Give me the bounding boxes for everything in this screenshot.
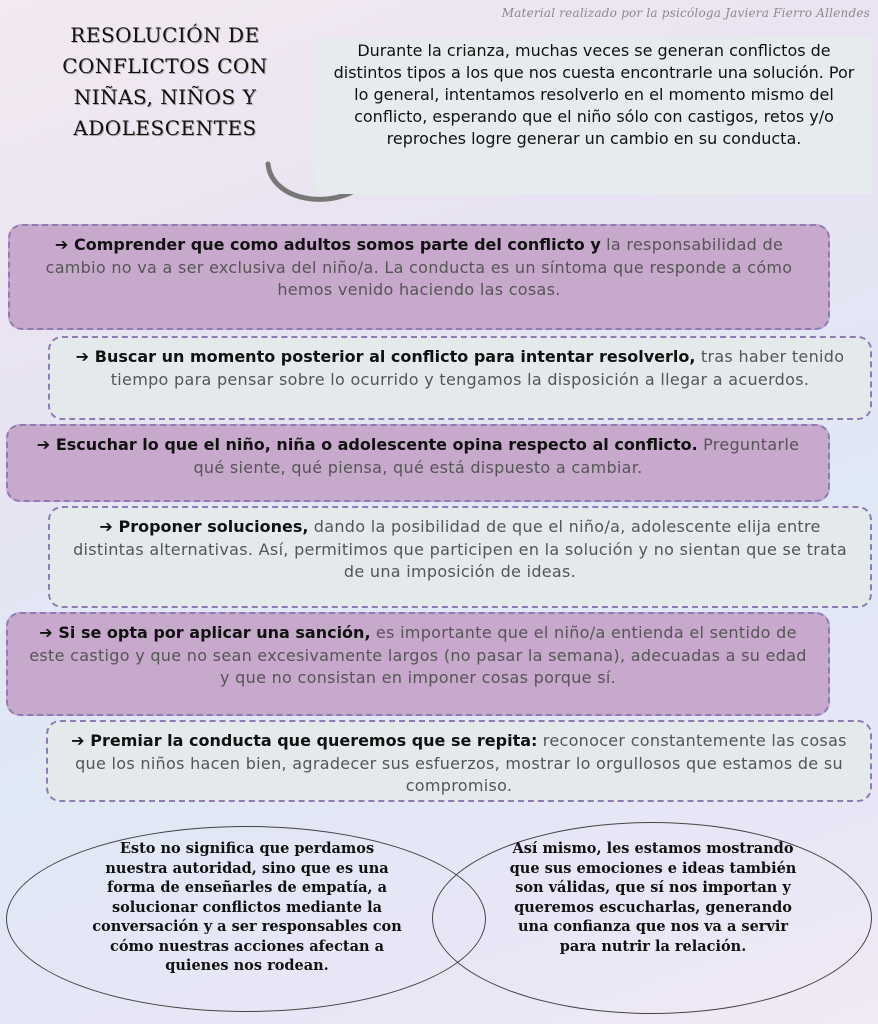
tip-5-text: es importante que el niño/a entienda el sentido de este castigo y que no sean excesivamente largos (no pasar la semana), adecuadas a su edad y que no consistan en imponer cosas porque sí. <box>29 623 807 687</box>
tip-3-bold: Escuchar lo que el niño, niña o adolescente opina respecto al conflicto. <box>55 435 698 454</box>
arrow-right-icon: ➔ <box>75 347 90 366</box>
tip-4-text: dando la posibilidad de que el niño/a, adolescente elija entre distintas alternativas. Así, permitimos que participen en la solución y no sientan que se trata de una imposición de ideas. <box>73 517 847 581</box>
tip-3-text: Preguntarle qué siente, qué piensa, qué está dispuesto a cambiar. <box>193 435 800 477</box>
tip-5 <box>6 612 830 716</box>
page-title: RESOLUCIÓN DE CONFLICTOS CON NIÑAS, NIÑOS Y ADOLESCENTES <box>62 23 268 140</box>
tip-2 <box>48 336 872 420</box>
intro-text: Durante la crianza, muchas veces se generan conflictos de distintos tipos a los que nos cuesta encontrarle una solución. Por lo general, intentamos resolverlo en el momento mismo del conflicto, esperando que el niño sólo con castigos, retos y/o reproches logre generar un cambio en su conducta. <box>316 38 872 194</box>
ellipse-right-text: Así mismo, les estamos mostrando que sus emociones e ideas también son válidas, que sí nos importan y queremos escucharlas, generando una confianza que nos va a servir para nutrir la relación. <box>509 840 797 955</box>
tip-4-bold: Proponer soluciones, <box>118 517 309 536</box>
ellipse-left-text: Esto no significa que perdamos nuestra autoridad, sino que es una forma de enseñarles de empatía, a solucionar conflictos mediante la conversación y a ser responsables con cómo nuestras acciones afectan a quienes nos rodean. <box>92 840 402 974</box>
tip-4 <box>48 506 872 608</box>
tip-6-bold: Premiar la conducta que queremos que se repita: <box>90 731 538 750</box>
ellipse-right <box>432 822 872 1014</box>
tip-1-bold: Comprender que como adultos somos parte del conflicto y <box>73 235 601 254</box>
tip-5-bold: Si se opta por aplicar una sanción, <box>58 623 371 642</box>
tip-1 <box>8 224 830 330</box>
ellipse-left <box>6 826 486 1012</box>
tip-2-text: tras haber tenido tiempo para pensar sobre lo ocurrido y tengamos la disposición a llegar a acuerdos. <box>110 347 845 389</box>
tip-3 <box>6 424 830 502</box>
arrow-right-icon: ➔ <box>39 623 53 642</box>
author-credit: Material realizado por la psicóloga Javiera Fierro Allendes <box>501 6 870 20</box>
arrow-right-icon: ➔ <box>99 517 114 536</box>
arrow-right-icon: ➔ <box>36 435 51 454</box>
tip-6-text: reconocer constantemente las cosas que los niños hacen bien, agradecer sus esfuerzos, mostrar lo orgullosos que estamos de su compromiso. <box>75 731 847 795</box>
tip-6 <box>46 720 872 802</box>
tip-1-text: la responsabilidad de cambio no va a ser exclusiva del niño/a. La conducta es un síntoma que responde a cómo hemos venido haciendo las cosas. <box>45 235 793 299</box>
arrow-right-icon: ➔ <box>54 235 69 254</box>
arrow-right-icon: ➔ <box>71 731 85 750</box>
tip-2-bold: Buscar un momento posterior al conflicto para intentar resolverlo, <box>94 347 696 366</box>
